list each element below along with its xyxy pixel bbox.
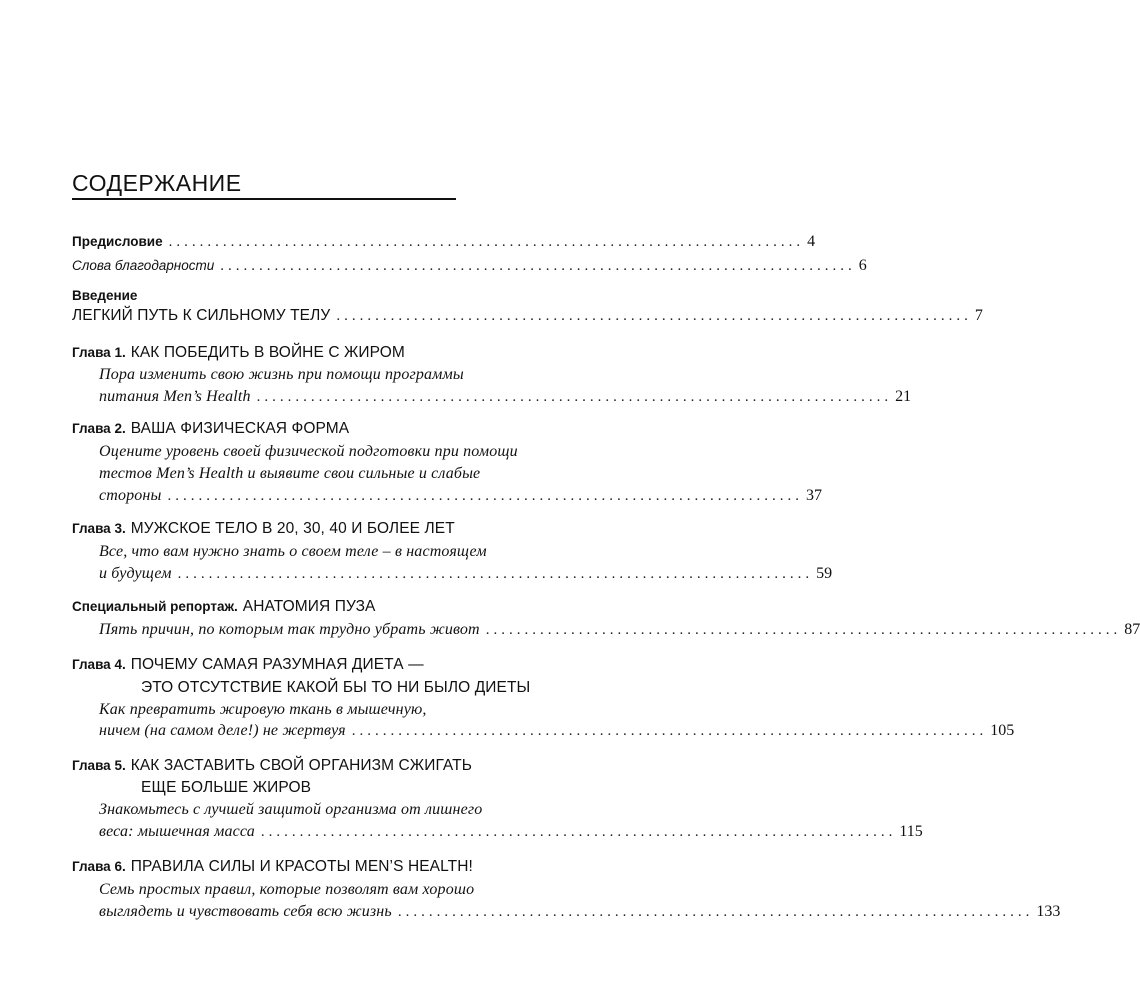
page-number: 133 bbox=[1036, 903, 1061, 920]
chapter-description-last[interactable]: Пять причин, по которым так трудно убрать живот .................................................................................. 87 bbox=[99, 619, 600, 641]
page-number: 6 bbox=[858, 257, 867, 274]
chapter-description: тестов Men’s Health и выявите свои сильные и слабые bbox=[99, 465, 481, 482]
toc-special-report-title[interactable] bbox=[72, 596, 600, 618]
chapter-label: Глава 4. bbox=[72, 657, 126, 672]
chapter-label: Специальный репортаж. bbox=[72, 599, 238, 614]
chapter-label: Глава 2. bbox=[72, 421, 126, 436]
dot-leader: .................................................................................. bbox=[220, 258, 856, 274]
chapter-description: Семь простых правил, которые позволят вам хорошо bbox=[99, 881, 475, 898]
toc-heading: СОДЕРЖАНИЕ bbox=[72, 170, 242, 196]
chapter-description-last[interactable]: питания Men’s Health .................................................................................. 21 bbox=[99, 386, 600, 408]
toc-entry-intro[interactable] bbox=[72, 305, 983, 327]
dot-leader: .................................................................................. bbox=[167, 488, 803, 504]
chapter-description: Пора изменить свою жизнь при помощи программы bbox=[99, 366, 464, 383]
chapter-description-last[interactable]: веса: мышечная масса .................................................................................. 115 bbox=[99, 821, 600, 843]
chapter-title-continued: ЭТО ОТСУТСТВИЕ КАКОЙ БЫ ТО НИ БЫЛО ДИЕТЫ bbox=[141, 679, 531, 696]
chapter-description-last[interactable]: стороны .................................................................................. 37 bbox=[99, 485, 600, 507]
chapter-label: Глава 6. bbox=[72, 859, 126, 874]
dot-leader: .................................................................................. bbox=[485, 622, 1122, 638]
page-number: 21 bbox=[895, 388, 912, 405]
chapter-title: ВАША ФИЗИЧЕСКАЯ ФОРМА bbox=[130, 420, 350, 437]
page-number: 37 bbox=[805, 487, 822, 504]
page-number: 7 bbox=[974, 307, 983, 324]
toc-chapter-1-title[interactable] bbox=[72, 342, 600, 364]
chapter-title: МУЖСКОЕ ТЕЛО В 20, 30, 40 И БОЛЕЕ ЛЕТ bbox=[130, 520, 455, 537]
chapter-title-continued: ЕЩЕ БОЛЬШЕ ЖИРОВ bbox=[141, 779, 312, 796]
toc-entry-preface[interactable] bbox=[72, 231, 816, 253]
page-number: 105 bbox=[990, 722, 1015, 739]
toc-chapter-4-title[interactable] bbox=[72, 654, 600, 676]
chapter-description-last[interactable]: ничем (на самом деле!) не жертвуя .................................................................................. 105 bbox=[99, 720, 600, 742]
heading-underline bbox=[72, 198, 456, 200]
toc-chapter-2-title[interactable] bbox=[72, 418, 600, 440]
entry-title: ЛЕГКИЙ ПУТЬ К СИЛЬНОМУ ТЕЛУ bbox=[72, 307, 331, 324]
dot-leader: .................................................................................. bbox=[168, 234, 805, 250]
entry-label: Предисловие bbox=[72, 234, 163, 249]
chapter-description: Как превратить жировую ткань в мышечную, bbox=[99, 701, 427, 718]
chapter-description-last[interactable]: выглядеть и чувствовать себя всю жизнь .................................................................................. 133 bbox=[99, 901, 600, 923]
toc-chapter-6-title[interactable] bbox=[72, 856, 600, 878]
chapter-description: Все, что вам нужно знать о своем теле – в настоящем bbox=[99, 543, 487, 560]
page-number: 115 bbox=[899, 823, 923, 840]
chapter-title: ПОЧЕМУ САМАЯ РАЗУМНАЯ ДИЕТА — bbox=[130, 656, 424, 673]
dot-leader: .................................................................................. bbox=[260, 824, 897, 840]
chapter-label: Глава 1. bbox=[72, 345, 126, 360]
dot-leader: .................................................................................. bbox=[351, 723, 988, 739]
toc-page bbox=[72, 0, 1140, 1001]
toc-entry-acknowledgements[interactable] bbox=[72, 255, 867, 277]
toc-chapter-5-title[interactable] bbox=[72, 755, 600, 777]
page-number: 87 bbox=[1124, 621, 1140, 638]
chapter-title: КАК ПОБЕДИТЬ В ВОЙНЕ С ЖИРОМ bbox=[130, 344, 405, 361]
chapter-description: Знакомьтесь с лучшей защитой организма от лишнего bbox=[99, 801, 483, 818]
toc-entry-intro-label bbox=[72, 285, 600, 307]
page-number: 59 bbox=[816, 565, 833, 582]
dot-leader: .................................................................................. bbox=[256, 389, 893, 405]
page-number: 4 bbox=[807, 233, 816, 250]
toc-chapter-3-title[interactable] bbox=[72, 518, 600, 540]
dot-leader: .................................................................................. bbox=[397, 904, 1034, 920]
chapter-description-last[interactable]: и будущем .................................................................................. 59 bbox=[99, 563, 600, 585]
dot-leader: .................................................................................. bbox=[336, 308, 972, 324]
chapter-title: ПРАВИЛА СИЛЫ И КРАСОТЫ MEN’S HEALTH! bbox=[130, 858, 473, 875]
chapter-title: АНАТОМИЯ ПУЗА bbox=[242, 598, 376, 615]
chapter-label: Глава 5. bbox=[72, 758, 126, 773]
entry-label: Введение bbox=[72, 288, 138, 303]
chapter-title: КАК ЗАСТАВИТЬ СВОЙ ОРГАНИЗМ СЖИГАТЬ bbox=[130, 757, 472, 774]
chapter-description: Оцените уровень своей физической подготовки при помощи bbox=[99, 443, 518, 460]
dot-leader: .................................................................................. bbox=[177, 566, 814, 582]
entry-label: Слова благодарности bbox=[72, 258, 215, 273]
chapter-label: Глава 3. bbox=[72, 521, 126, 536]
